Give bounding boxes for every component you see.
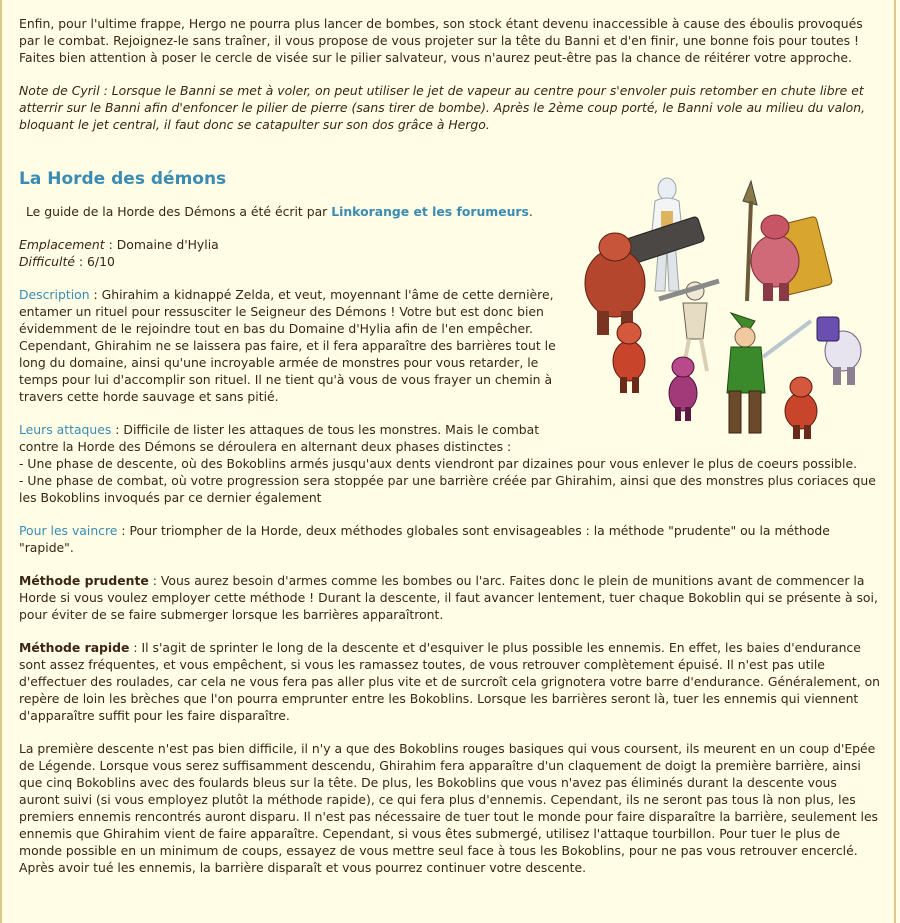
demon-horde-illustration xyxy=(579,171,881,443)
beat-paragraph xyxy=(19,522,881,556)
attacks-phase-1: - Une phase de descente, où des Bokoblins armés jusqu'aux dents viendront par dizaines pour vous enlever le plus de coeurs possible. xyxy=(19,456,858,471)
stalfos-skeleton xyxy=(659,281,719,371)
article-content xyxy=(19,15,881,892)
description-label: Description xyxy=(19,287,90,302)
description-text: : Ghirahim a kidnappé Zelda, et veut, moyennant l'âme de cette dernière, entamer un rituel pour ressusciter le Seigneur des Démons ! Votre but est donc bien évidemment de le rejoindre tout en bas du Domaine d'Hylia afin de l'en empêcher. Cependant, Ghirahim ne se laissera pas faire, et il fera apparaître des barrières tout le long du domaine, ainsi qu'une incroyable armée de monstres pour vous retarder, le temps pour lui d'accomplir son rituel. Il ne tient qu'à vous de vous frayer un chemin à travers cette horde sauvage et sans pitié. xyxy=(19,287,556,404)
fast-method-paragraph xyxy=(19,639,881,724)
bokoblin-purple xyxy=(669,357,697,421)
bokoblin-red-left xyxy=(613,322,645,393)
careful-method-label: Méthode prudente xyxy=(19,573,149,588)
attacks-phase-2: - Une phase de combat, où votre progression sera stoppée par une barrière créée par Ghirahim, ainsi que des monstres plus coriaces que les Bokoblins invoqués par ce dernier également xyxy=(19,473,876,505)
attacks-text: : Difficile de lister les attaques de tous les monstres. Mais le combat contre la Horde des Démons se déroulera en alternant deux phases distinctes : xyxy=(19,422,540,454)
difficulty-label: Difficulté xyxy=(19,254,75,269)
section-title: La Horde des démons xyxy=(19,169,227,189)
fast-method-text: : Il s'agit de sprinter le long de la descente et d'esquiver le plus possible les ennemis. En effet, les baies d'endurance sont assez fréquentes, et vous empêchent, si vous les ramassez toutes, de vous retrouver complètement épuisé. Il n'est pas utile d'effectuer des roulades, car cela ne vous fera pas aller plus vite et de surcroît cela grignotera votre barre d'endurance. Généralement, on repère de loin les brèches que l'on pourra emprunter entre les Bokoblins. Lorsque les barrières seront là, tuer les ennemis qui viennent d'apparaître suffit pour les faire disparaître. xyxy=(19,640,881,723)
bokoblin-red-right xyxy=(785,377,817,439)
fast-method-label: Méthode rapide xyxy=(19,640,130,655)
careful-method-text: : Vous aurez besoin d'armes comme les bombes ou l'arc. Faites donc le plein de munitions avant de commencer la Horde si vous voulez employer cette méthode ! Durant la descente, il faut avancer lentement, tuer chaque Bokoblin qui se présente à soi, pour éviter de se faire submerger lorsque les barrières apparaîtront. xyxy=(19,573,878,622)
credit-suffix: . xyxy=(528,204,533,219)
beat-label: Pour les vaincre xyxy=(19,523,118,538)
location-value: : Domaine d'Hylia xyxy=(104,237,219,252)
first-descent-paragraph: La première descente n'est pas bien difficile, il n'y a que des Bokoblins rouges basiques qui vous coursent, ils meurent en un coup d'Epée de Légende. Lorsque vous serez suffisamment descendu, Ghirahim fera apparaître d'un claquement de doigt la première barrière, ainsi que cinq Bokoblins avec des foulards bleus sur la tête. De plus, les Bokoblins que vous n'avez pas éliminés durant la descente vous auront suivi (si vous employez plutôt la méthode rapide), ce qui fera plus d'ennemis. Cependant, ils ne seront pas tous là non plus, les premiers ennemis rencontrés auront disparu. Il n'est pas nécessaire de tuer tout le monde pour faire disparaître la barrière, seulement les ennemis que Ghirahim vient de faire apparaître. Cependant, si vous êtes submergé, utilisez l'attaque tourbillon. Pour tuer le plus de monde possible en un minimum de coups, essayez de vous mettre seul face à tous les Bokoblins, pour ne pas vous retrouver encerclé. Après avoir tué les ennemis, la barrière disparaît et vous pourrez continuer votre descente. xyxy=(19,741,879,875)
beat-text: : Pour triompher de la Horde, deux méthodes globales sont envisageables : la méthode "prudente" ou la méthode "rapide". xyxy=(19,523,830,555)
attacks-label: Leurs attaques xyxy=(19,422,112,437)
bokoblin-blue-right xyxy=(817,317,861,385)
credit-prefix: Le guide de la Horde des Démons a été écrit par xyxy=(26,204,332,219)
cyril-note: Note de Cyril : Lorsque le Banni se met à voler, on peut utiliser le jet de vapeur au centre pour s'envoler puis retomber en chute libre et atterrir sur le Banni afin d'enfoncer le pilier de pierre (sans tirer de bombe). Après le 2ème coup porté, le Banni vole au milieu du valon, bloquant le jet central, il faut donc se catapulter sur son dos grâce à Hergo. xyxy=(19,83,866,132)
credit-authors-link[interactable]: Linkorange et les forumeurs xyxy=(331,204,529,219)
demon-horde-art xyxy=(579,171,881,443)
difficulty-value: : 6/10 xyxy=(74,254,115,269)
location-label: Emplacement xyxy=(19,237,105,252)
moblin-shield-right xyxy=(743,181,833,301)
careful-method-paragraph xyxy=(19,572,881,623)
intro-paragraph: Enfin, pour l'ultime frappe, Hergo ne pourra plus lancer de bombes, son stock étant devenu inaccessible à cause des éboulis provoqués par le combat. Rejoignez-le sans traîner, il vous propose de vous projeter sur la tête du Banni et d'en finir, une bonne fois pour toutes ! Faites bien attention à poser le cercle de visée sur le pilier salvateur, vous n'aurez peut-être pas la chance de réitérer votre approche. xyxy=(19,16,863,65)
